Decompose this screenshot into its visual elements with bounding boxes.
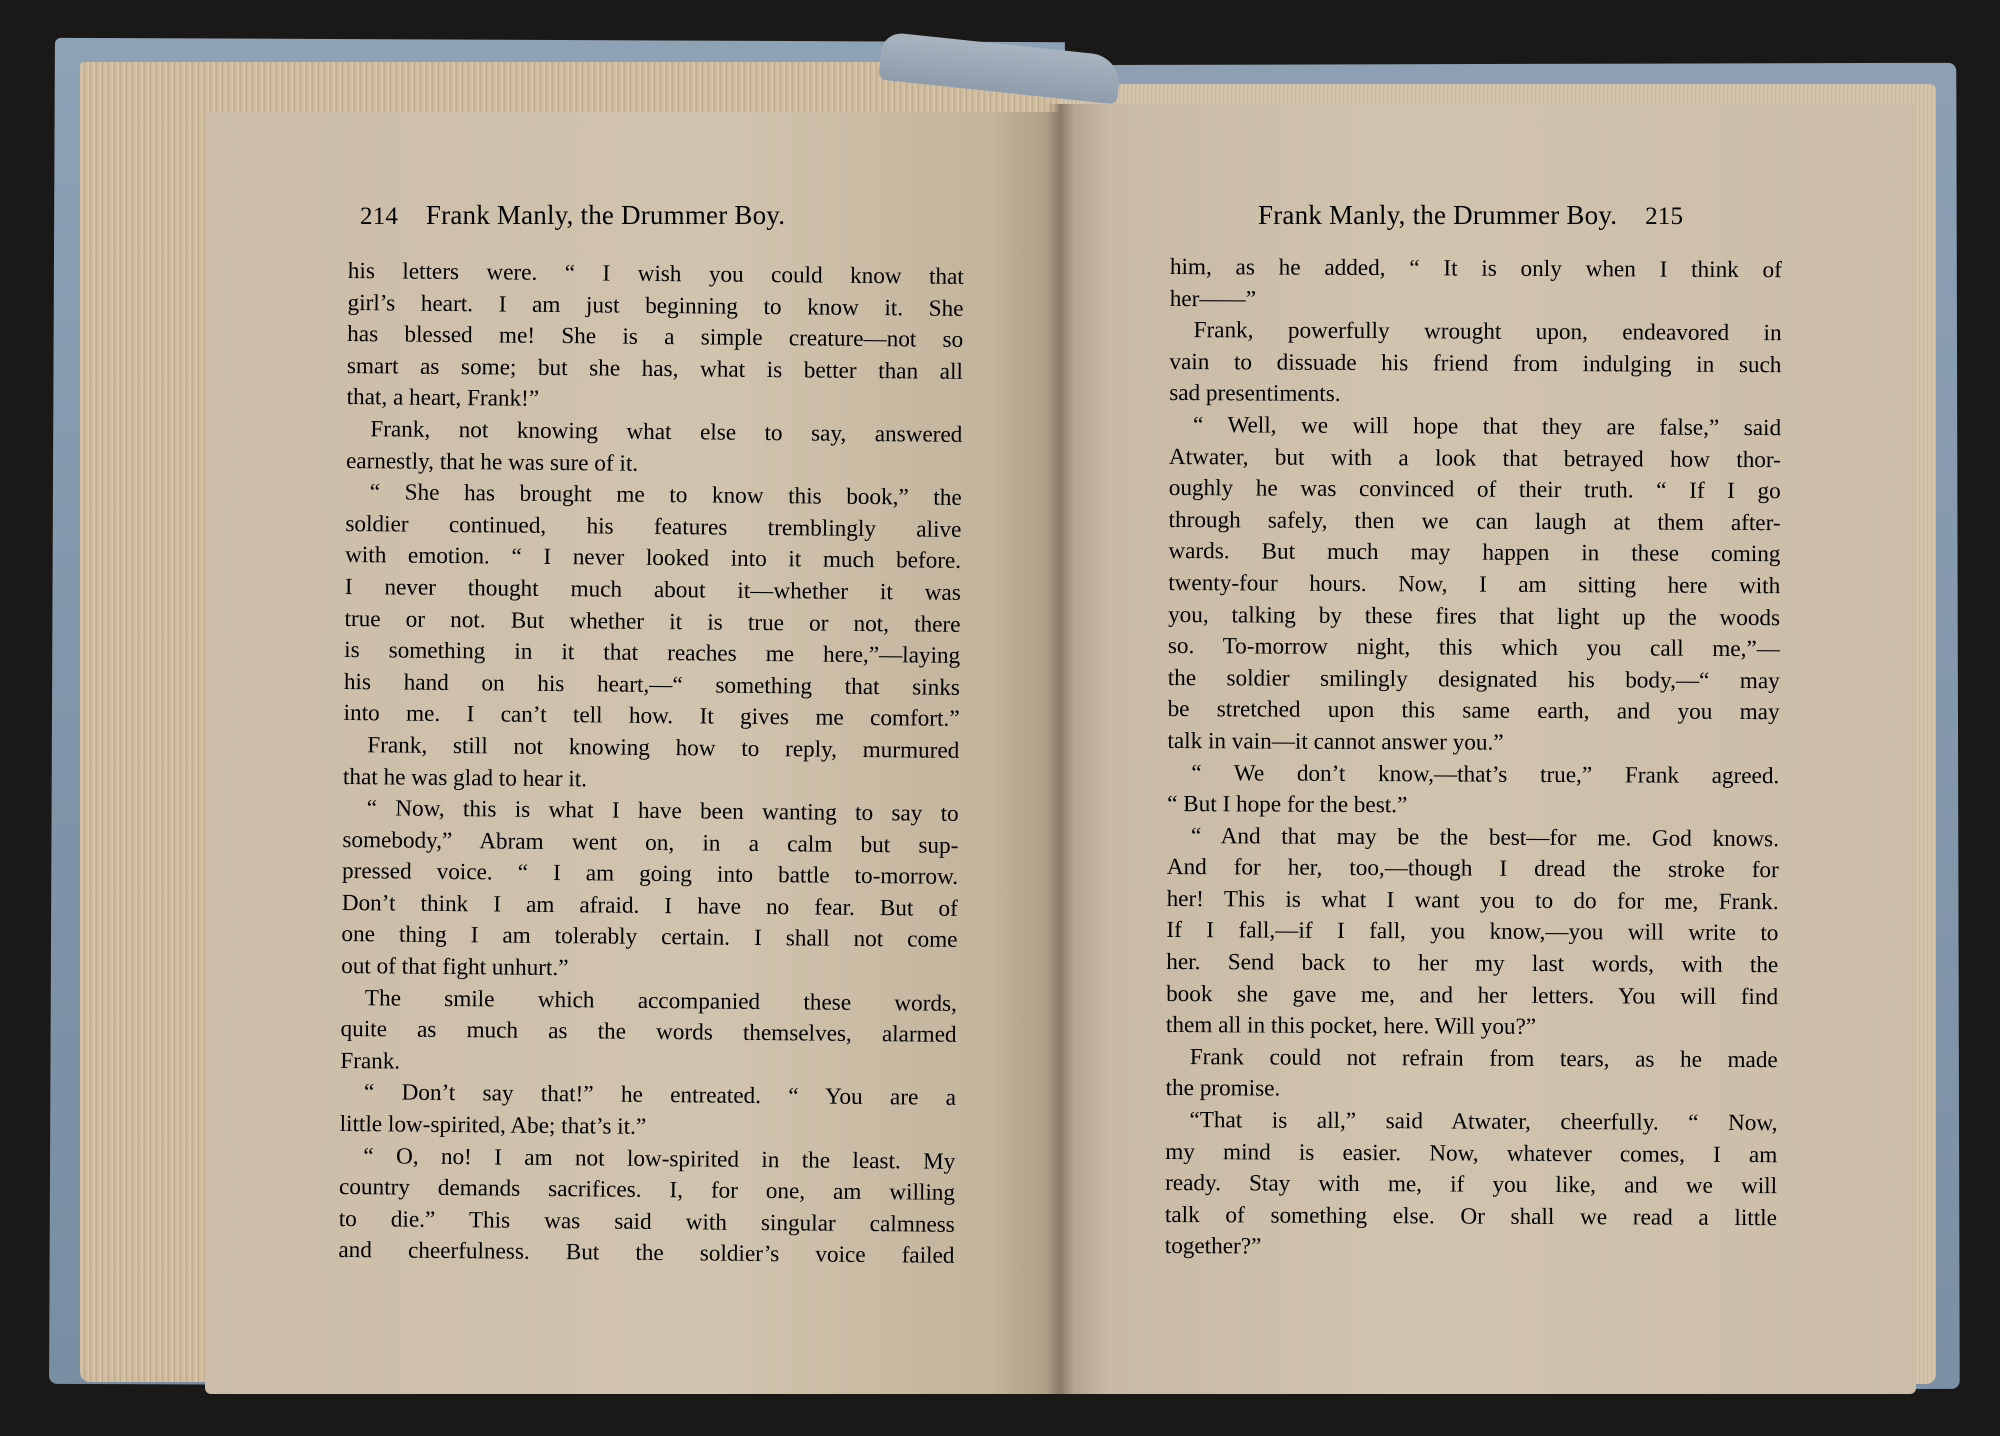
- text-line: country demands sacrifices. I, for one, am willing: [338, 1174, 956, 1207]
- text-line: with emotion. “ I never looked into it much before.: [345, 542, 962, 575]
- text-line: little low-spirited, Abe; that’s it.”: [339, 1110, 647, 1140]
- text-line: has blessed me! She is a simple creature—not so: [347, 321, 964, 354]
- text-line: somebody,” Abram went on, in a calm but sup-: [342, 826, 959, 859]
- text-line: so. To-morrow night, this which you call me,”—: [1167, 633, 1780, 663]
- text-line: Frank.: [340, 1047, 401, 1075]
- text-line: to die.” This was said with singular calmness: [338, 1205, 955, 1238]
- text-line: Don’t think I am afraid. I have no fear. But of: [341, 889, 958, 922]
- text-line: twenty-four hours. Now, I am sitting here with: [1168, 569, 1781, 600]
- text-line: and cheerfulness. But the soldier’s voice failed: [338, 1237, 955, 1270]
- text-line: his hand on his heart,—“ something that sinks: [343, 668, 961, 701]
- text-line: “ Don’t say that!” he entreated. “ You are a: [363, 1079, 957, 1112]
- text-line: her. Send back to her my last words, with the: [1166, 949, 1779, 979]
- text-line: The smile which accompanied these words,: [364, 984, 957, 1017]
- text-line: book she gave me, and her letters. You will find: [1166, 980, 1779, 1010]
- text-line: his letters were. “ I wish you could know that: [347, 257, 964, 290]
- text-line: out of that fight unhurt.”: [341, 953, 569, 982]
- text-line: pressed voice. “ I am going into battle to-morrow.: [341, 858, 959, 891]
- text-line: ready. Stay with me, if you like, and we will: [1165, 1170, 1778, 1200]
- text-line: into me. I can’t tell how. It gives me comfort.”: [343, 700, 960, 733]
- right-page-number: 215: [1645, 203, 1684, 230]
- text-line: her——”: [1169, 285, 1257, 313]
- text-line: “ Now, this is what I have been wanting to say to: [366, 795, 959, 827]
- text-line: her! This is what I want you to do for me, Frank.: [1166, 885, 1779, 916]
- right-page-header: [1258, 200, 1683, 231]
- text-line: the soldier smilingly designated his body,—“ may: [1167, 664, 1780, 694]
- text-line: be stretched upon this same earth, and you may: [1167, 696, 1780, 726]
- text-line: oughly he was convinced of their truth. “ If I go: [1168, 475, 1781, 505]
- text-line: girl’s heart. I am just beginning to know it. She: [347, 289, 964, 322]
- text-line: soldier continued, his features tremblingly alive: [345, 510, 962, 543]
- text-line: through safely, then we can laugh at them after-: [1168, 506, 1781, 536]
- text-line: together?”: [1164, 1233, 1262, 1260]
- text-line: talk in vain—it cannot answer you.”: [1167, 727, 1504, 756]
- text-line: wards. But much may happen in these coming: [1168, 538, 1781, 568]
- text-line: “ But I hope for the best.”: [1167, 791, 1408, 819]
- right-running-title: Frank Manly, the Drummer Boy.: [1258, 200, 1618, 230]
- text-line: “ Well, we will hope that they are false,” said: [1193, 412, 1782, 442]
- text-line: one thing I am tolerably certain. I shall not come: [341, 921, 958, 954]
- text-line: Frank, powerfully wrought upon, endeavored in: [1193, 317, 1782, 347]
- text-line: Frank could not refrain from tears, as he made: [1189, 1043, 1778, 1074]
- text-line: sad presentiments.: [1169, 380, 1341, 408]
- text-line: If I fall,—if I fall, you know,—you will write to: [1166, 917, 1779, 947]
- text-line: my mind is easier. Now, whatever comes, I am: [1165, 1138, 1778, 1168]
- text-line: “ We don’t know,—that’s true,” Frank agreed.: [1191, 759, 1780, 789]
- text-line: you, talking by these fires that light up the woods: [1168, 601, 1781, 631]
- text-line: them all in this pocket, here. Will you?”: [1165, 1012, 1537, 1041]
- text-line: smart as some; but she has, what is better than all: [346, 352, 964, 385]
- text-line: talk of something else. Or shall we read a little: [1164, 1201, 1778, 1232]
- text-line: “ And that may be the best—for me. God knows.: [1190, 822, 1780, 852]
- text-line: true or not. But whether it is true or not, there: [344, 605, 961, 638]
- text-line: “That is all,” said Atwater, cheerfully. “ Now,: [1189, 1107, 1778, 1137]
- text-line: And for her, too,—though I dread the stroke for: [1166, 854, 1779, 884]
- text-line: is something in it that reaches me here,”—laying: [344, 637, 961, 670]
- text-line: Frank, not knowing what else to say, answered: [370, 416, 963, 448]
- left-page-number: 214: [360, 203, 399, 230]
- gutter-shadow: [1046, 104, 1074, 1394]
- text-line: vain to dissuade his friend from indulging in such: [1169, 348, 1782, 378]
- text-line: I never thought much about it—whether it was: [344, 573, 961, 606]
- left-running-title: Frank Manly, the Drummer Boy.: [425, 200, 786, 230]
- text-line: Frank, still not knowing how to reply, murmured: [367, 732, 960, 764]
- text-line: the promise.: [1165, 1075, 1281, 1103]
- left-page-body: [338, 256, 964, 1273]
- text-line: earnestly, that he was sure of it.: [345, 447, 639, 477]
- text-line: quite as much as the words themselves, alarmed: [340, 1016, 957, 1049]
- text-line: Atwater, but with a look that betrayed how thor-: [1168, 443, 1781, 473]
- text-line: him, as he added, “ It is only when I think of: [1169, 253, 1782, 284]
- text-line: “ O, no! I am not low-spirited in the least. My: [363, 1142, 956, 1175]
- left-page-header: [360, 200, 785, 231]
- text-line: “ She has brought me to know this book,” the: [369, 479, 962, 512]
- text-line: that, a heart, Frank!”: [346, 384, 540, 413]
- right-page-body: [1165, 252, 1782, 1266]
- text-line: that he was glad to hear it.: [342, 763, 588, 792]
